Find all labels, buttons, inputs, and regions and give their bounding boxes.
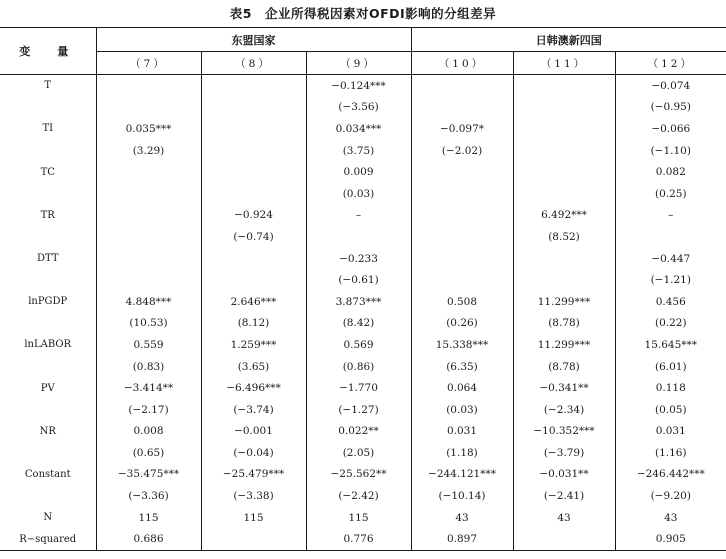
variable-name: [0, 226, 96, 248]
table-cell: 115: [306, 507, 411, 529]
table-cell: [96, 269, 201, 291]
table-cell: (0.05): [615, 399, 726, 421]
table-row: [0, 205, 726, 227]
table-cell: (6.01): [615, 356, 726, 378]
table-cell: (0.22): [615, 313, 726, 335]
table-cell: [96, 161, 201, 183]
column-header: （11）: [513, 52, 615, 75]
table-cell: −0.924: [201, 205, 306, 227]
table-cell: [96, 75, 201, 97]
table-cell: [513, 140, 615, 162]
table-cell: [411, 75, 513, 97]
table-cell: (3.29): [96, 140, 201, 162]
column-header: （12）: [615, 52, 726, 75]
table-cell: [411, 161, 513, 183]
variable-name: PV: [40, 382, 55, 394]
table-cell: [513, 269, 615, 291]
table-cell: [513, 248, 615, 270]
table-cell: [306, 226, 411, 248]
table-cell: (0.03): [411, 399, 513, 421]
table-cell: −246.442***: [615, 464, 726, 486]
table-cell: (1.16): [615, 442, 726, 464]
table-cell: [96, 248, 201, 270]
table-cell: 115: [201, 507, 306, 529]
variable-name: NR: [39, 425, 56, 437]
variable-name: [0, 399, 96, 421]
table-cell: (−2.41): [513, 485, 615, 507]
table-cell: 11.299***: [513, 334, 615, 356]
table-cell: (−9.20): [615, 485, 726, 507]
table-cell: (2.05): [306, 442, 411, 464]
table-row: [0, 269, 726, 291]
table-cell: (−3.38): [201, 485, 306, 507]
table-cell: (−3.36): [96, 485, 201, 507]
variable-name: [0, 97, 96, 119]
table-cell: 6.492***: [513, 205, 615, 227]
table-cell: −1.770: [306, 377, 411, 399]
table-cell: 0.905: [615, 528, 726, 550]
table-cell: (−3.74): [201, 399, 306, 421]
table-cell: −0.001: [201, 421, 306, 443]
table-cell: 43: [615, 507, 726, 529]
table-cell: −35.475***: [96, 464, 201, 486]
table-row: [0, 507, 726, 529]
table-row: [0, 75, 726, 97]
table-cell: 0.064: [411, 377, 513, 399]
table-cell: (−0.74): [201, 226, 306, 248]
variable-name: lnPGDP: [28, 296, 68, 308]
variable-name: [0, 442, 96, 464]
table-cell: 0.559: [96, 334, 201, 356]
table-cell: 43: [513, 507, 615, 529]
table-cell: 0.082: [615, 161, 726, 183]
regression-table: [0, 27, 726, 551]
table-row: [0, 528, 726, 550]
table-cell: 11.299***: [513, 291, 615, 313]
table-cell: 3.873***: [306, 291, 411, 313]
table-cell: [201, 75, 306, 97]
table-cell: 0.009: [306, 161, 411, 183]
table-cell: (3.65): [201, 356, 306, 378]
variable-name: TC: [40, 166, 55, 178]
table-cell: [411, 269, 513, 291]
table-cell: [615, 226, 726, 248]
table-cell: (8.52): [513, 226, 615, 248]
table-cell: −0.031**: [513, 464, 615, 486]
table-cell: [201, 248, 306, 270]
variable-name: [0, 356, 96, 378]
variable-name: T: [44, 80, 52, 92]
table-cell: 43: [411, 507, 513, 529]
table-cell: (0.86): [306, 356, 411, 378]
table-row: [0, 226, 726, 248]
variable-name: [0, 269, 96, 291]
variable-name: [0, 485, 96, 507]
table-cell: [201, 161, 306, 183]
table-cell: −0.066: [615, 118, 726, 140]
table-cell: −0.074: [615, 75, 726, 97]
table-cell: (−3.79): [513, 442, 615, 464]
table-cell: 115: [96, 507, 201, 529]
table-cell: (−2.02): [411, 140, 513, 162]
table-row: [0, 356, 726, 378]
table-cell: [201, 97, 306, 119]
table-cell: (−3.56): [306, 97, 411, 119]
table-row: [0, 334, 726, 356]
table-cell: [96, 226, 201, 248]
variable-header: 变 量: [0, 28, 96, 75]
table-row: [0, 248, 726, 270]
table-cell: 0.035***: [96, 118, 201, 140]
table-cell: −0.124***: [306, 75, 411, 97]
table-cell: [513, 183, 615, 205]
table-cell: 0.508: [411, 291, 513, 313]
table-row: [0, 442, 726, 464]
table-cell: (6.35): [411, 356, 513, 378]
table-cell: [96, 183, 201, 205]
table-cell: [201, 118, 306, 140]
variable-name: TR: [40, 209, 55, 221]
table-row: [0, 97, 726, 119]
variable-name: [0, 313, 96, 335]
table-cell: (−1.27): [306, 399, 411, 421]
table-cell: 0.034***: [306, 118, 411, 140]
table-row: [0, 377, 726, 399]
table-row: [0, 183, 726, 205]
group-header-jkan: 日韩澳新四国: [411, 28, 726, 52]
table-cell: [96, 97, 201, 119]
column-header: （10）: [411, 52, 513, 75]
table-cell: (10.53): [96, 313, 201, 335]
table-cell: 0.897: [411, 528, 513, 550]
table-cell: (8.78): [513, 356, 615, 378]
table-cell: –: [615, 205, 726, 227]
table-cell: (0.65): [96, 442, 201, 464]
variable-name: N: [43, 512, 53, 524]
table-row: [0, 485, 726, 507]
table-cell: 2.646***: [201, 291, 306, 313]
table-cell: −25.562**: [306, 464, 411, 486]
column-header: （8）: [201, 52, 306, 75]
table-cell: 1.259***: [201, 334, 306, 356]
table-cell: (0.03): [306, 183, 411, 205]
table-cell: 15.338***: [411, 334, 513, 356]
table-cell: −0.233: [306, 248, 411, 270]
table-cell: −3.414**: [96, 377, 201, 399]
table-cell: (0.25): [615, 183, 726, 205]
table-cell: 0.031: [411, 421, 513, 443]
table-cell: −25.479***: [201, 464, 306, 486]
table-cell: (−1.10): [615, 140, 726, 162]
variable-name: Constant: [24, 468, 71, 480]
table-cell: 0.456: [615, 291, 726, 313]
table-body: [0, 75, 726, 551]
table-cell: (−2.42): [306, 485, 411, 507]
table-cell: 0.686: [96, 528, 201, 550]
table-row: [0, 464, 726, 486]
table-cell: [201, 269, 306, 291]
table-row: [0, 313, 726, 335]
table-row: [0, 399, 726, 421]
column-header: （7）: [96, 52, 201, 75]
table-cell: [201, 528, 306, 550]
table-cell: (1.18): [411, 442, 513, 464]
table-cell: [411, 226, 513, 248]
table-row: [0, 421, 726, 443]
column-header: （9）: [306, 52, 411, 75]
table-cell: [411, 183, 513, 205]
variable-name: R−squared: [0, 528, 96, 550]
table-cell: [513, 75, 615, 97]
group-header-asean: 东盟国家: [96, 28, 411, 52]
table-cell: 4.848***: [96, 291, 201, 313]
table-cell: 0.022**: [306, 421, 411, 443]
table-cell: 0.118: [615, 377, 726, 399]
table-cell: (−2.17): [96, 399, 201, 421]
table-cell: −10.352***: [513, 421, 615, 443]
table-cell: −244.121***: [411, 464, 513, 486]
variable-name: [0, 183, 96, 205]
table-cell: −0.097*: [411, 118, 513, 140]
table-cell: (−0.95): [615, 97, 726, 119]
table-cell: (−0.61): [306, 269, 411, 291]
table-row: [0, 291, 726, 313]
table-cell: [201, 183, 306, 205]
table-cell: (8.12): [201, 313, 306, 335]
table-cell: [513, 118, 615, 140]
variable-name: lnLABOR: [24, 339, 72, 351]
table-cell: 15.645***: [615, 334, 726, 356]
table-cell: 0.031: [615, 421, 726, 443]
variable-name: DTT: [36, 253, 59, 265]
table-cell: (0.26): [411, 313, 513, 335]
table-cell: [513, 161, 615, 183]
table-cell: [411, 205, 513, 227]
table-cell: (−2.34): [513, 399, 615, 421]
table-cell: −6.496***: [201, 377, 306, 399]
table-cell: −0.447: [615, 248, 726, 270]
table-cell: [513, 528, 615, 550]
table-cell: (3.75): [306, 140, 411, 162]
table-cell: 0.008: [96, 421, 201, 443]
table-cell: (0.83): [96, 356, 201, 378]
table-cell: [513, 97, 615, 119]
table-cell: [411, 248, 513, 270]
table-title: 表5 企业所得税因素对OFDI影响的分组差异: [229, 6, 497, 21]
table-row: [0, 161, 726, 183]
table-cell: [201, 140, 306, 162]
table-cell: (−1.21): [615, 269, 726, 291]
table-cell: (−10.14): [411, 485, 513, 507]
variable-name: TI: [42, 123, 54, 135]
table-cell: (−0.04): [201, 442, 306, 464]
table-cell: (8.78): [513, 313, 615, 335]
table-row: [0, 118, 726, 140]
table-row: [0, 140, 726, 162]
table-cell: −0.341**: [513, 377, 615, 399]
table-cell: [96, 205, 201, 227]
table-cell: (8.42): [306, 313, 411, 335]
variable-name: [0, 140, 96, 162]
table-cell: 0.776: [306, 528, 411, 550]
table-cell: [411, 97, 513, 119]
table-cell: 0.569: [306, 334, 411, 356]
table-cell: –: [306, 205, 411, 227]
